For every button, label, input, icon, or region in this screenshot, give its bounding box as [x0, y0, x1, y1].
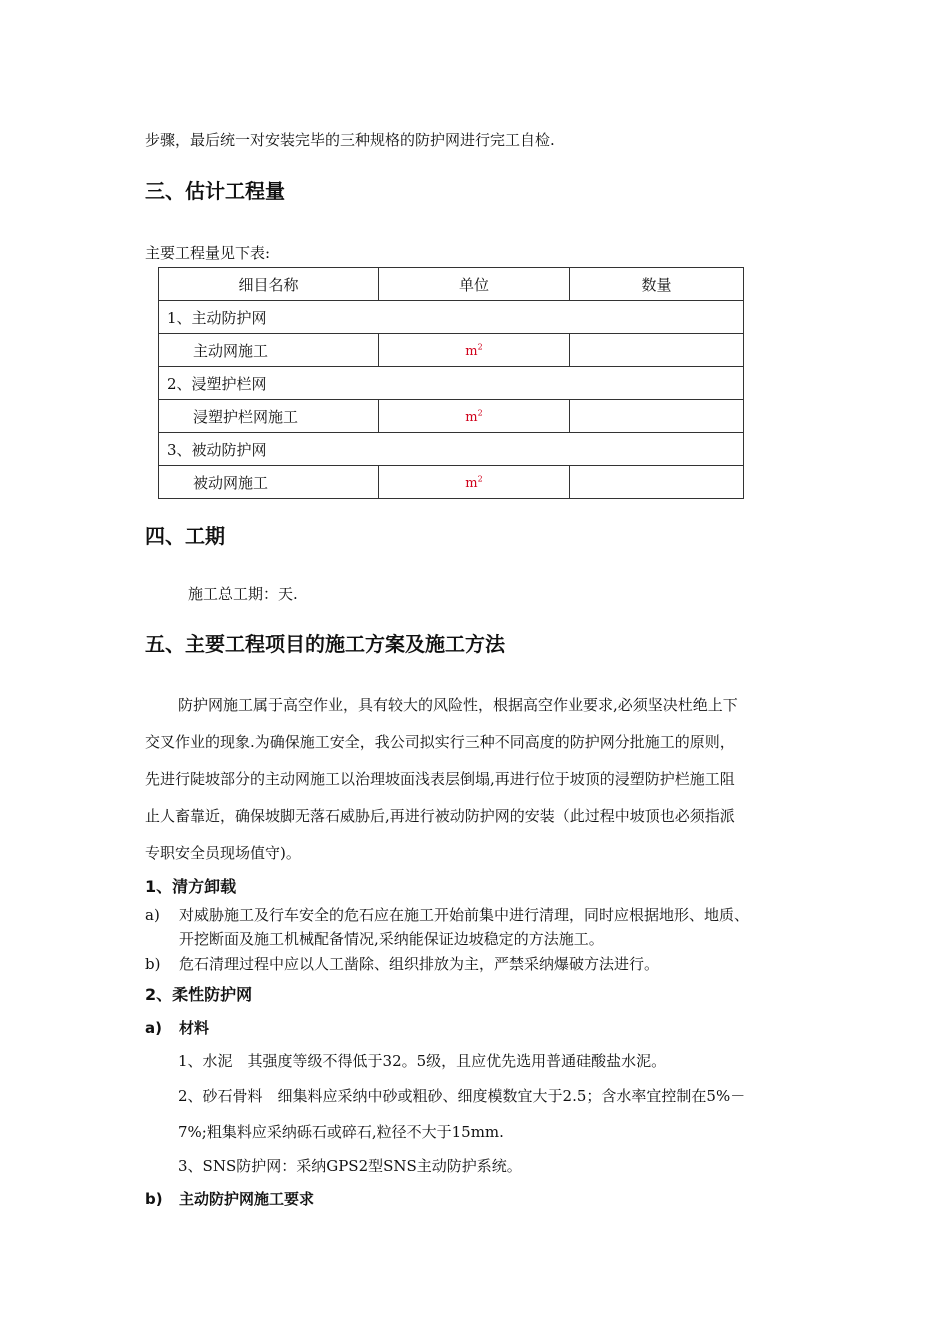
group-label: 2、浸塑护栏网 — [159, 367, 744, 400]
quantity-table — [158, 267, 744, 499]
header-item-name: 细目名称 — [159, 268, 379, 301]
paragraph-line: 专职安全员现场值守)。 — [145, 844, 301, 862]
header-unit: 单位 — [379, 268, 570, 301]
list-text: 危石清理过程中应以人工凿除、组织排放为主，严禁采纳爆破方法进行。 — [179, 955, 660, 973]
sub1-heading: 1、清方卸载 — [145, 877, 237, 896]
paragraph-line: 防护网施工属于高空作业，具有较大的风险性，根据高空作业要求,必须坚决杜绝上下 — [178, 696, 738, 714]
table-group-row — [159, 301, 744, 334]
material-line: 7%;粗集料应采纳砾石或碎石,粒径不大于15mm. — [178, 1123, 504, 1141]
table-row — [159, 466, 744, 499]
material-line: 3、SNS防护网：采纳GPS2型SNS主动防护系统。 — [178, 1157, 522, 1175]
materials-heading — [145, 1018, 209, 1038]
item-name: 被动网施工 — [159, 466, 379, 499]
intro-line: 步骤，最后统一对安装完毕的三种规格的防护网进行完工自检. — [145, 131, 555, 149]
unit-cell — [379, 466, 570, 499]
list-text: 对威胁施工及行车安全的危石应在施工开始前集中进行清理，同时应根据地形、地质、 — [179, 906, 750, 924]
material-line: 2、砂石骨料 细集料应采纳中砂或粗砂、细度模数宜大于2.5；含水率宜控制在5%－ — [178, 1087, 746, 1105]
unit-value: $m^2$ — [465, 342, 483, 359]
list-label: a) — [145, 906, 160, 924]
materials-title: 材料 — [179, 1019, 210, 1037]
table-intro: 主要工程量见下表: — [145, 244, 271, 262]
unit-value: $m^2$ — [465, 474, 483, 491]
table-row — [159, 334, 744, 367]
quantity-cell — [570, 466, 744, 499]
construction-period-text: 施工总工期：天. — [188, 585, 298, 603]
group-label: 3、被动防护网 — [159, 433, 744, 466]
table-header-row — [159, 268, 744, 301]
table-group-row — [159, 367, 744, 400]
section4-heading: 四、工期 — [145, 524, 225, 548]
paragraph-line: 止人畜靠近，确保坡脚无落石威胁后,再进行被动防护网的安装（此过程中坡顶也必须指派 — [145, 807, 735, 825]
paragraph-line: 交叉作业的现象.为确保施工安全，我公司拟实行三种不同高度的防护网分批施工的原则， — [145, 733, 735, 751]
item-name: 主动网施工 — [159, 334, 379, 367]
item-name: 浸塑护栏网施工 — [159, 400, 379, 433]
requirements-title: 主动防护网施工要求 — [179, 1190, 315, 1208]
list-item — [145, 954, 659, 974]
header-quantity: 数量 — [570, 268, 744, 301]
unit-value: $m^2$ — [465, 408, 483, 425]
quantity-cell — [570, 400, 744, 433]
table-row — [159, 400, 744, 433]
list-label: b) — [145, 955, 161, 973]
quantity-cell — [570, 334, 744, 367]
group-label: 1、主动防护网 — [159, 301, 744, 334]
list-item-continuation: 开挖断面及施工机械配备情况,采纳能保证边坡稳定的方法施工。 — [179, 930, 604, 948]
paragraph-line: 先进行陡坡部分的主动网施工以治理坡面浅表层倒塌,再进行位于坡顶的浸塑防护栏施工阻 — [145, 770, 735, 788]
requirements-heading — [145, 1189, 314, 1209]
sub2-heading: 2、柔性防护网 — [145, 985, 253, 1004]
section3-heading: 三、估计工程量 — [145, 179, 285, 203]
list-item — [145, 905, 749, 925]
list-label: b) — [145, 1190, 163, 1208]
unit-cell — [379, 400, 570, 433]
table-group-row — [159, 433, 744, 466]
list-label: a) — [145, 1019, 162, 1037]
section5-heading: 五、主要工程项目的施工方案及施工方法 — [145, 632, 505, 656]
unit-cell — [379, 334, 570, 367]
material-line: 1、水泥 其强度等级不得低于32。5级，且应优先选用普通硅酸盐水泥。 — [178, 1052, 667, 1070]
